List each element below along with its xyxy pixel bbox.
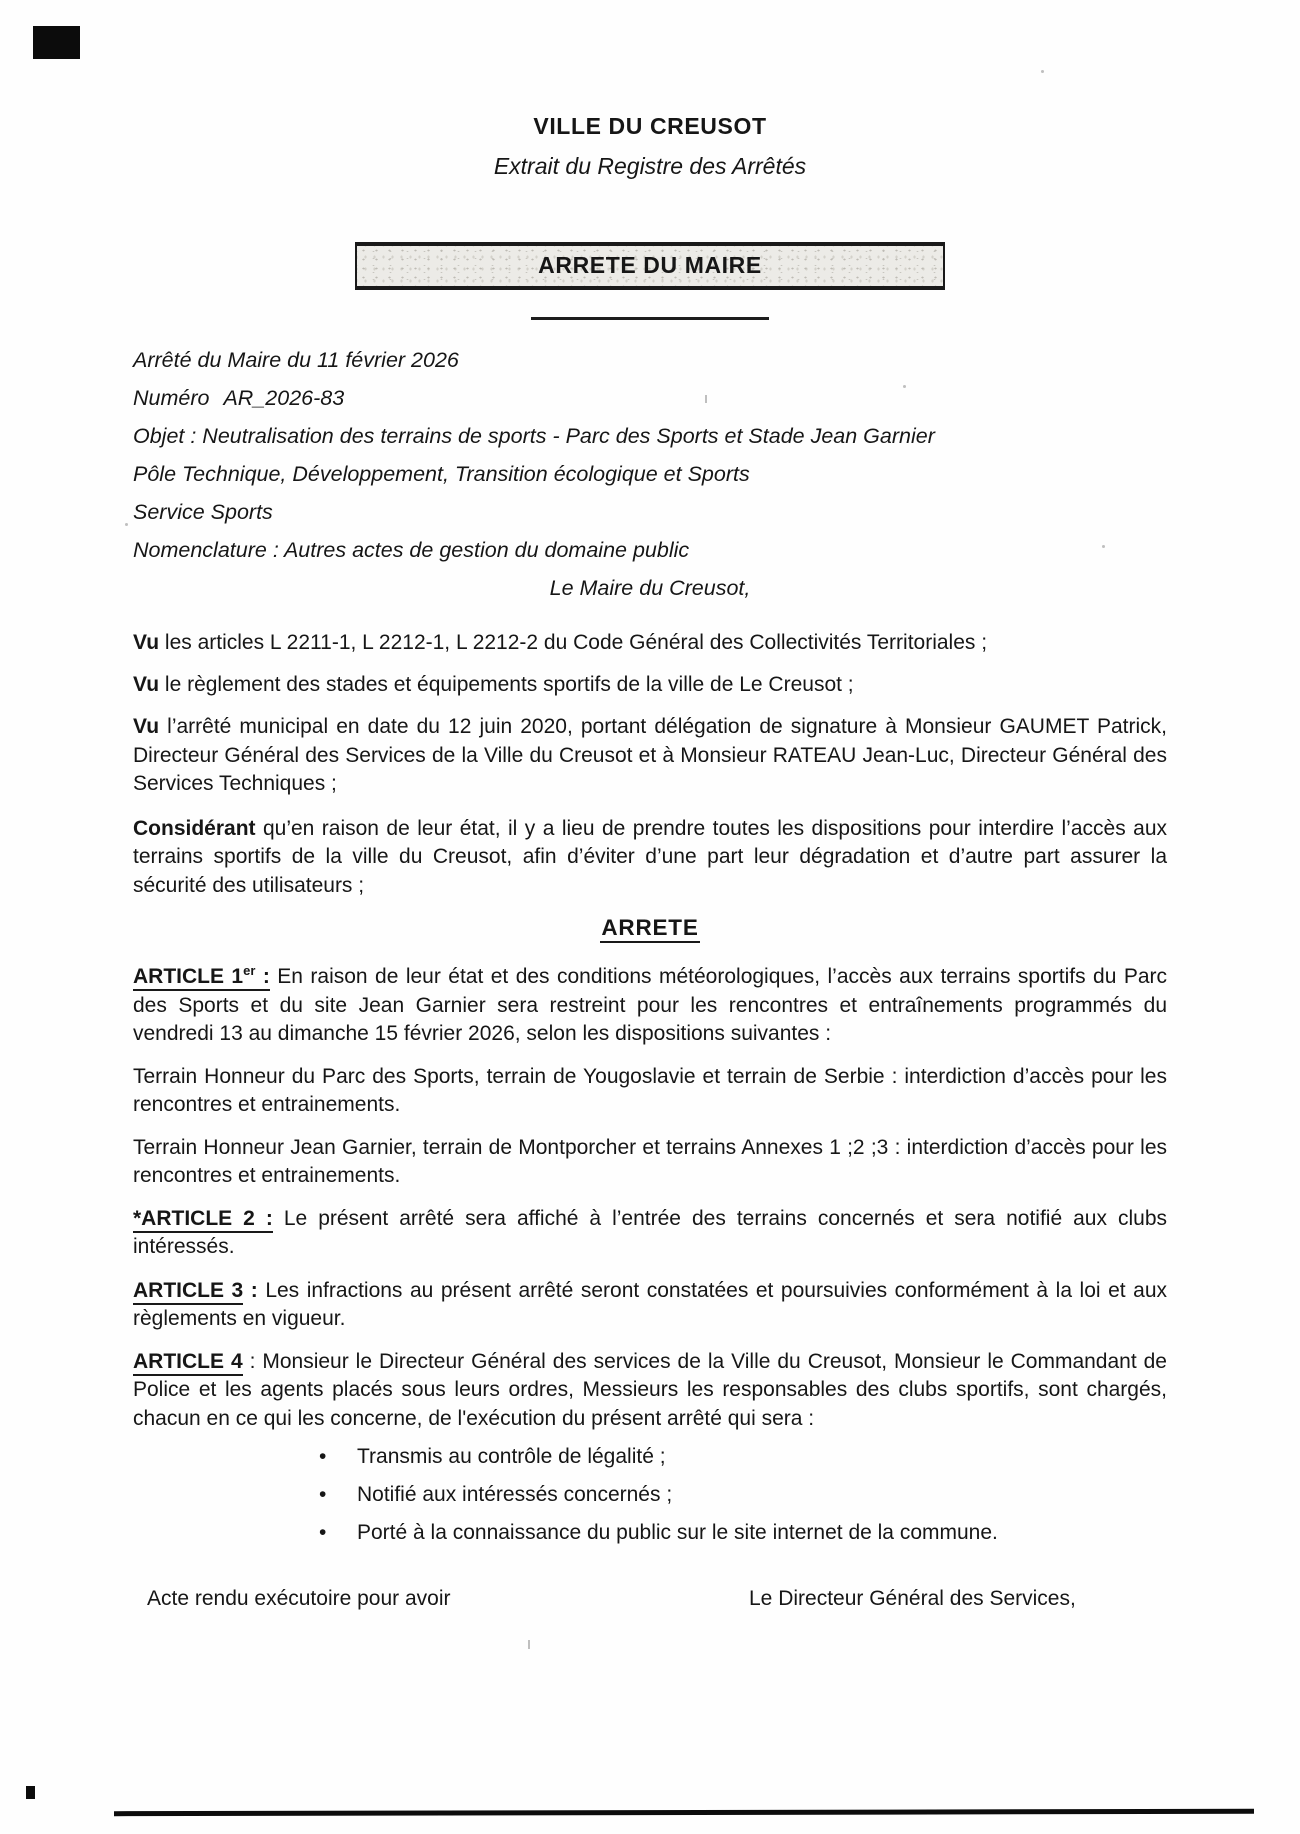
- recital-paragraph-1: [133, 629, 1167, 658]
- execution-item-text: Transmis au contrôle de légalité ;: [357, 1445, 666, 1468]
- scan-speck: [903, 385, 906, 388]
- recital-text: les articles L 2211-1, L 2212-1, L 2212-2 du Code Général des Collectivités Territoriales ;: [164, 631, 988, 654]
- bullet-icon: •: [319, 1445, 327, 1468]
- scan-speck: [528, 1640, 530, 1649]
- scan-artifact-bottom-left: [26, 1786, 35, 1799]
- recital-lead: Vu: [133, 715, 160, 738]
- article-4-text: Monsieur le Directeur Général des services de la Ville du Creusot, Monsieur le Commandant de Police et les agents placés sous leurs ordres, Messieurs les responsables des clubs sportifs, sont chargés, chacun en ce qui les concerne, de l'exécution du présent arrêté qui sera :: [133, 1349, 1167, 1430]
- footer-left-text: Acte rendu exécutoire pour avoir: [147, 1587, 451, 1610]
- meta-pole-line: Pôle Technique, Développement, Transition écologique et Sports: [133, 462, 750, 486]
- meta-object-line: Objet : Neutralisation des terrains de sports - Parc des Sports et Stade Jean Garnier: [133, 424, 935, 448]
- execution-item-text: Porté à la connaissance du public sur le site internet de la commune.: [357, 1521, 998, 1544]
- recital-text: qu’en raison de leur état, il y a lieu de prendre toutes les dispositions pour interdire l’accès aux terrains sportifs de la ville du Creusot, afin d’éviter d’une part leur dégradation et d’autre part assurer la sécurité des utilisateurs ;: [133, 816, 1167, 897]
- scan-speck: [705, 395, 707, 403]
- recital-paragraph-3: [133, 713, 1167, 799]
- meta-nomenclature-line: Nomenclature : Autres actes de gestion du domaine public: [133, 538, 690, 562]
- scan-artifact-top-left: [33, 26, 80, 59]
- meta-number-line: [133, 384, 1167, 412]
- bullet-icon: •: [319, 1483, 327, 1506]
- article-2-label: *ARTICLE 2 :: [133, 1207, 273, 1233]
- execution-item: [133, 1438, 1167, 1476]
- scan-speck: [1041, 70, 1044, 73]
- terrain-paragraph-1: Terrain Honneur du Parc des Sports, terrain de Yougoslavie et terrain de Serbie : interdiction d’accès pour les rencontres et entrainements.: [133, 1064, 1167, 1116]
- execution-item: [133, 1476, 1167, 1514]
- article-3-text: Les infractions au présent arrêté seront constatées et poursuivies conformément à la loi et aux règlements en vigueur.: [133, 1278, 1168, 1330]
- article-2-paragraph: [133, 1205, 1167, 1262]
- recital-lead: Considérant: [133, 816, 256, 840]
- register-subtitle: Extrait du Registre des Arrêtés: [493, 153, 807, 179]
- document-title: VILLE DU CREUSOT: [533, 113, 767, 139]
- scan-speck: [125, 523, 128, 526]
- execution-item-text: Notifié aux intéressés concernés ;: [357, 1483, 673, 1506]
- recital-paragraph-2: [133, 671, 1167, 700]
- divider-rule: [531, 317, 769, 320]
- article-3-colon: :: [250, 1278, 266, 1302]
- banner-title: ARRETE DU MAIRE: [538, 252, 762, 278]
- execution-item: [133, 1514, 1167, 1552]
- article-1-label: ARTICLE 1er :: [133, 965, 270, 991]
- decree-heading: [133, 913, 1167, 942]
- article-2-text: Le présent arrêté sera affiché à l’entrée des terrains concernés et sera notifié aux clubs intéressés.: [133, 1206, 1167, 1258]
- article-4-paragraph: [133, 1348, 1167, 1434]
- article-4-colon: :: [242, 1349, 263, 1373]
- article-3-label: ARTICLE 3: [133, 1279, 243, 1305]
- recital-lead: Vu: [133, 631, 160, 654]
- article-4-label: ARTICLE 4: [133, 1350, 243, 1376]
- footer-right-text: Le Directeur Général des Services,: [749, 1587, 1076, 1610]
- recital-text: le règlement des stades et équipements sportifs de la ville de Le Creusot ;: [164, 672, 854, 696]
- bullet-icon: •: [319, 1521, 327, 1544]
- article-1-paragraph: [133, 957, 1167, 1049]
- meta-number-label: Numéro: [133, 386, 210, 410]
- signature-block: [133, 1585, 1167, 1615]
- mayor-line: Le Maire du Creusot,: [549, 576, 751, 600]
- recital-text: l’arrêté municipal en date du 12 juin 2020, portant délégation de signature à Monsieur GAUMET Patrick, Directeur Général des Services de la Ville du Creusot et à Monsieur RATEAU Jean-Luc, Directeur Général des Services Techniques ;: [133, 715, 1167, 795]
- meta-block: [133, 346, 1167, 564]
- recital-paragraph-4: [133, 815, 1167, 901]
- meta-service-line: Service Sports: [133, 500, 273, 524]
- decree-heading-text: ARRETE: [600, 915, 699, 943]
- terrain-paragraph-2: Terrain Honneur Jean Garnier, terrain de Montporcher et terrains Annexes 1 ;2 ;3 : interdiction d’accès pour les rencontres et entrainements.: [133, 1135, 1167, 1187]
- recital-lead: Vu: [133, 672, 160, 696]
- article-3-paragraph: [133, 1277, 1167, 1334]
- meta-date-line: Arrêté du Maire du 11 février 2026: [133, 348, 459, 372]
- meta-number-value: AR_2026-83: [223, 386, 345, 410]
- article-1-superscript: er: [243, 963, 256, 978]
- scan-speck: [1102, 545, 1105, 548]
- article-1-text: En raison de leur état et des conditions météorologiques, l’accès aux terrains sportifs du Parc des Sports et du site Jean Garnier sera restreint pour les rencontres et entraînements programmés du vendredi 13 au dimanche 15 février 2026, selon les dispositions suivantes :: [133, 965, 1167, 1045]
- execution-list: [133, 1438, 1167, 1552]
- banner-box: [355, 242, 945, 290]
